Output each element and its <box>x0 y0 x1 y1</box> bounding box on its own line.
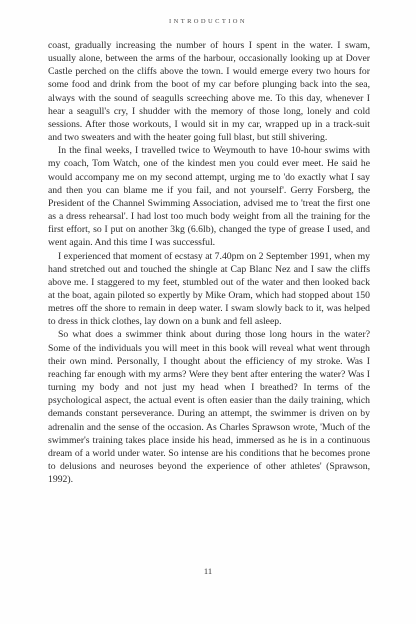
body-text <box>48 39 370 486</box>
running-head: INTRODUCTION <box>169 18 247 25</box>
paragraph-2: In the final weeks, I travelled twice to Weymouth to have 10-hour swims with my coach, Tom Watch, one of the kindest men you could ever meet. He said he would accompany me on my second attempt, urging me to 'do exactly what I say and then you can blame me if you fail, and not yourself'. Gerry Forsberg, the President of the Channel Swimming Association, advised me to 'treat the first one as a dress rehearsal'. I had lost too much body weight from all the training for the first effort, so I put on another 3kg (6.6lb), changed the type of grease I used, and went again. And this time I was successful. <box>48 145 370 249</box>
paragraph-4: So what does a swimmer think about during those long hours in the water? Some of the individuals you will meet in this book will reveal what went through their own mind. Personally, I thought about the efficiency of my stroke. Was I reaching far enough with my arms? Were they bent after entering the water? Was I turning my body and not just my head when I breathed? In terms of the psychological aspect, the actual event is often easier than the daily training, which demands constant perseverance. During an attempt, the swimmer is driven on by adrenalin and the sense of the occasion. As Charles Sprawson wrote, 'Much of the swimmer's training takes place inside his head, immersed as he is in a continuous dream of a world under water. So intense are his conditions that he becomes prone to delusions and neuroses beyond the experience of other athletes' (Sprawson, 1992). <box>48 329 370 486</box>
page-number: 11 <box>203 566 213 576</box>
paragraph-3: I experienced that moment of ecstasy at 7.40pm on 2 September 1991, when my hand stretched out and touched the shingle at Cap Blanc Nez and I saw the cliffs above me. I staggered to my feet, stumbled out of the water and then looked back at the boat, again piloted so expertly by Mike Oram, which had stopped about 150 metres off the shore to remain in deep water. I swam slowly back to it, was helped to dress in thick clothes, lay down on a bunk and fell asleep. <box>48 250 370 328</box>
paragraph-1: coast, gradually increasing the number of hours I spent in the water. I swam, usually alone, between the arms of the harbour, occasionally looking up at Dover Castle perched on the cliffs above the town. I would emerge every two hours for some food and drink from the boot of my car before plunging back into the sea, always with the sound of seagulls screeching above me. To this day, whenever I hear a seagull's cry, I shudder with the memory of those long, lonely and cold sessions. After those workouts, I would sit in my car, wrapped up in a track-suit and two sweaters and with the heater going full blast, but still shivering. <box>48 40 370 144</box>
